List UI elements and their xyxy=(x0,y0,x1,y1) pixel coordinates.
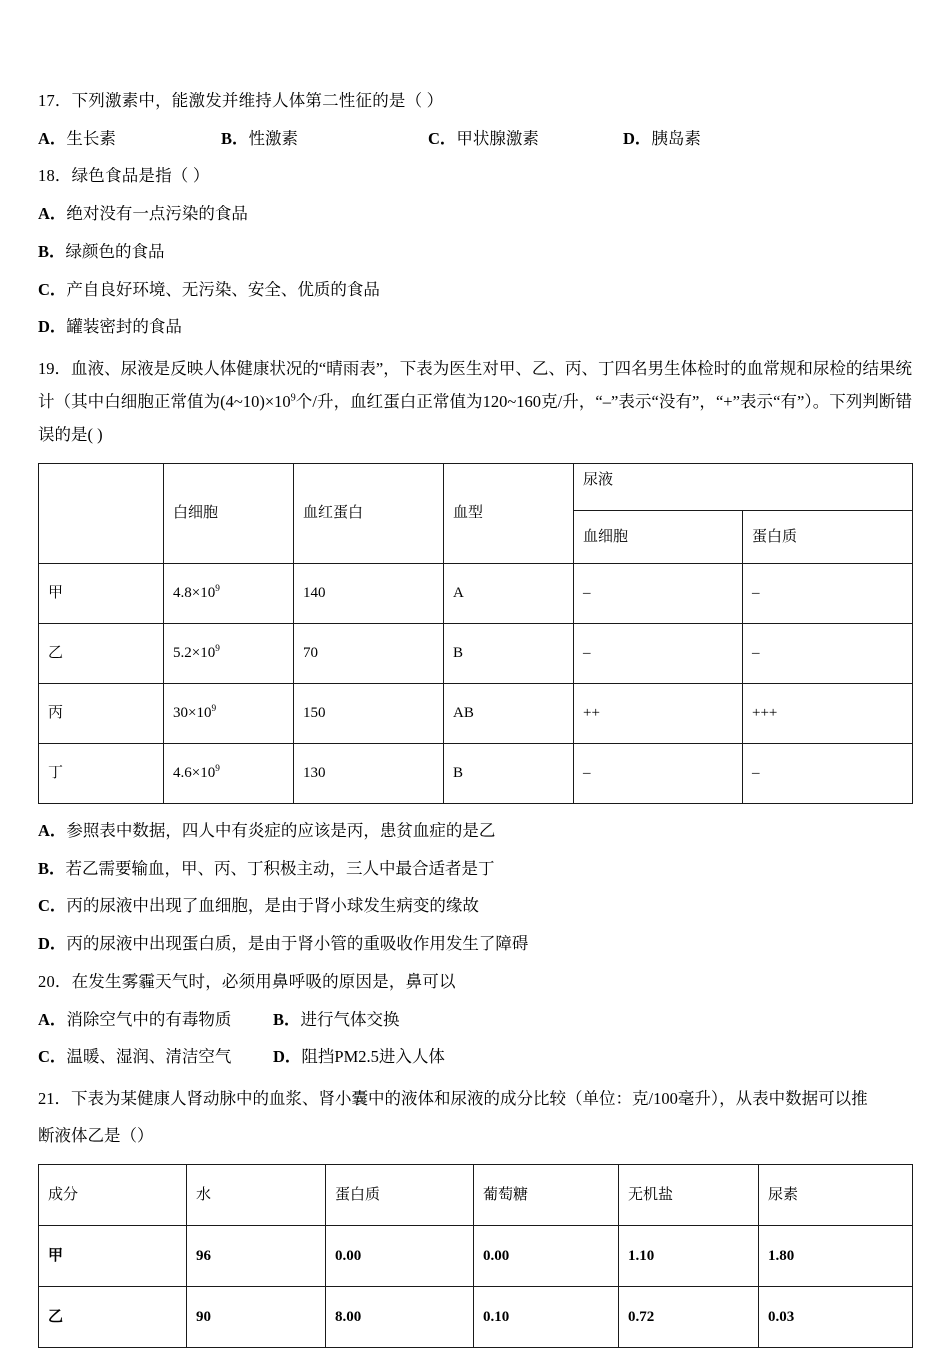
row-name: 甲 xyxy=(39,564,164,624)
option-text: 胰岛素 xyxy=(651,128,701,148)
composition-table xyxy=(38,1164,913,1348)
table-row xyxy=(39,564,913,624)
option-label: D． xyxy=(38,317,67,337)
cell-inorganic-salt: 1.10 xyxy=(619,1226,759,1287)
option-text: 罐装密封的食品 xyxy=(66,317,182,337)
option-text: 绿颜色的食品 xyxy=(65,241,165,261)
option-text: 消除空气中的有毒物质 xyxy=(66,1009,232,1029)
header-water: 水 xyxy=(187,1165,326,1226)
cell-water: 96 xyxy=(187,1226,326,1287)
question-19-option-d xyxy=(38,931,912,958)
header-white-blood-cells: 白细胞 xyxy=(164,464,294,564)
option-label: C． xyxy=(38,1047,67,1067)
question-17-options xyxy=(38,126,912,153)
stem-part-1: 19．血液、尿液是反映人体健康状况的“晴雨表”，下表为医生对甲、乙、丙、丁四名男生体检时的血常规和尿检的结果统计（其中白细胞正常值为(4 xyxy=(38,359,912,412)
option-label: A． xyxy=(38,128,67,148)
question-20-options-row-1 xyxy=(38,1007,912,1034)
row-name: 丙 xyxy=(39,684,164,744)
table-header-row xyxy=(39,1165,913,1226)
cell-white-blood-cells xyxy=(164,624,294,684)
option-text: 参照表中数据，四人中有炎症的应该是丙，患贫血症的是乙 xyxy=(66,821,496,841)
option-text: 生长素 xyxy=(66,128,116,148)
header-glucose: 葡萄糖 xyxy=(474,1165,619,1226)
question-19-option-a xyxy=(38,818,912,845)
stem-tilde-2: ~ xyxy=(507,392,517,412)
option-text: 绝对没有一点污染的食品 xyxy=(66,204,248,224)
question-20-stem: 20．在发生雾霾天气时，必须用鼻呼吸的原因是，鼻可以 xyxy=(38,971,456,991)
option-text: 温暖、湿润、清洁空气 xyxy=(66,1047,232,1067)
cell-glucose: 0.10 xyxy=(474,1287,619,1348)
option-label: B． xyxy=(38,241,66,261)
question-18-option-a xyxy=(38,201,912,228)
cell-white-blood-cells xyxy=(164,564,294,624)
header-hemoglobin: 血红蛋白 xyxy=(294,464,444,564)
question-19-option-b xyxy=(38,856,912,883)
option-label: D． xyxy=(623,128,652,148)
cell-blood-type: B xyxy=(444,744,574,804)
question-17-option-d xyxy=(623,126,701,153)
header-urine-group: 尿液 xyxy=(574,464,913,511)
row-name: 丁 xyxy=(39,744,164,804)
cell-urine-protein: – xyxy=(743,564,913,624)
option-label: C． xyxy=(428,128,457,148)
option-text: 阻挡PM2.5进入人体 xyxy=(301,1047,445,1067)
question-17-option-a xyxy=(38,126,221,153)
option-text: 丙的尿液中出现了血细胞，是由于肾小球发生病变的缘故 xyxy=(66,896,479,916)
cell-urine-blood-cells: ++ xyxy=(574,684,743,744)
stem-tilde: ~ xyxy=(233,392,243,412)
cell-protein: 0.00 xyxy=(326,1226,474,1287)
cell-water: 90 xyxy=(187,1287,326,1348)
cell-hemoglobin: 150 xyxy=(294,684,444,744)
table-row xyxy=(39,744,913,804)
cell-urine-blood-cells: – xyxy=(574,744,743,804)
cell-urea: 0.03 xyxy=(759,1287,913,1348)
blood-urine-table xyxy=(38,463,913,804)
option-label: C． xyxy=(38,279,67,299)
question-20-option-d xyxy=(273,1047,445,1066)
value-base: 5.2×10 xyxy=(173,645,216,662)
row-name: 乙 xyxy=(39,1287,187,1348)
value-exponent: 9 xyxy=(211,704,217,715)
question-20-options-row-2 xyxy=(38,1044,912,1071)
question-18-option-c xyxy=(38,277,912,304)
stem-part-2: 10)×10 xyxy=(242,392,291,412)
cell-blood-type: A xyxy=(444,564,574,624)
question-19-stem xyxy=(38,352,912,451)
cell-urine-protein: – xyxy=(743,624,913,684)
value-base: 4.8×10 xyxy=(173,585,216,602)
cell-glucose: 0.00 xyxy=(474,1226,619,1287)
option-label: A． xyxy=(38,1009,67,1029)
question-17-stem: 17．下列激素中，能激发并维持人体第二性征的是（ ） xyxy=(38,91,444,110)
table-row xyxy=(39,1226,913,1287)
header-inorganic-salt: 无机盐 xyxy=(619,1165,759,1226)
question-17-option-b xyxy=(221,126,428,153)
question-17-option-c xyxy=(428,126,623,153)
question-20-option-b xyxy=(273,1010,400,1029)
table-row xyxy=(39,1287,913,1348)
table-row xyxy=(39,684,913,744)
option-label: B． xyxy=(273,1009,301,1029)
stem-part-3: 个/升，血红蛋白正常值为120 xyxy=(295,392,508,412)
cell-urea: 1.80 xyxy=(759,1226,913,1287)
header-urea: 尿素 xyxy=(759,1165,913,1226)
header-corner xyxy=(39,464,164,564)
header-urine-blood-cells: 血细胞 xyxy=(574,511,743,564)
question-20-option-c xyxy=(38,1044,273,1071)
question-20-option-a xyxy=(38,1007,273,1034)
option-text: 性激素 xyxy=(248,128,299,148)
document-content xyxy=(38,88,912,1358)
cell-hemoglobin: 140 xyxy=(294,564,444,624)
stem-superscript-9: 9 xyxy=(290,392,296,404)
cell-urine-blood-cells: – xyxy=(574,624,743,684)
value-exponent: 9 xyxy=(215,764,220,775)
option-label: D． xyxy=(38,934,67,954)
question-21-stem-line-1: 21．下表为某健康人肾动脉中的血浆、肾小囊中的液体和尿液的成分比较（单位：克/100毫升），从表中数据可以推 xyxy=(38,1089,868,1109)
cell-white-blood-cells xyxy=(164,744,294,804)
option-text: 产自良好环境、无污染、安全、优质的食品 xyxy=(66,279,380,299)
row-name: 乙 xyxy=(39,624,164,684)
question-18-stem: 18．绿色食品是指（ ） xyxy=(38,166,210,186)
value-base: 30×10 xyxy=(173,705,212,722)
question-18-option-b xyxy=(38,239,912,266)
cell-white-blood-cells xyxy=(164,684,294,744)
option-text: 进行气体交换 xyxy=(300,1009,400,1029)
option-label: C． xyxy=(38,896,67,916)
value-base: 4.6×10 xyxy=(173,765,216,782)
header-urine-protein: 蛋白质 xyxy=(743,511,913,564)
value-exponent: 9 xyxy=(215,584,220,595)
option-text: 甲状腺激素 xyxy=(456,128,539,148)
header-component: 成分 xyxy=(39,1165,187,1226)
cell-protein: 8.00 xyxy=(326,1287,474,1348)
cell-inorganic-salt: 0.72 xyxy=(619,1287,759,1348)
option-label: B． xyxy=(221,128,249,148)
cell-urine-protein: – xyxy=(743,744,913,804)
table-row xyxy=(39,624,913,684)
option-text: 若乙需要输血，甲、丙、丁积极主动，三人中最合适者是丁 xyxy=(65,858,495,878)
cell-urine-blood-cells: – xyxy=(574,564,743,624)
cell-hemoglobin: 130 xyxy=(294,744,444,804)
table-header-row-top xyxy=(39,464,913,511)
option-label: A． xyxy=(38,821,67,841)
header-blood-type: 血型 xyxy=(444,464,574,564)
question-19-option-c xyxy=(38,893,912,920)
question-21-stem-line-2: 断液体乙是（） xyxy=(38,1126,154,1146)
cell-blood-type: AB xyxy=(444,684,574,744)
value-exponent: 9 xyxy=(215,644,220,655)
row-name: 甲 xyxy=(39,1226,187,1287)
option-label: B． xyxy=(38,858,66,878)
cell-blood-type: B xyxy=(444,624,574,684)
header-protein: 蛋白质 xyxy=(326,1165,474,1226)
option-text: 丙的尿液中出现蛋白质，是由于肾小管的重吸收作用发生了障碍 xyxy=(66,934,529,954)
cell-hemoglobin: 70 xyxy=(294,624,444,684)
option-label: A． xyxy=(38,204,67,224)
cell-urine-protein: +++ xyxy=(743,684,913,744)
question-18-option-d xyxy=(38,314,912,341)
stem-part-4: 160克/升，“–”表示“没有”，“+”表示“有”）。下列判断错误的是( ) xyxy=(38,392,912,445)
option-label: D． xyxy=(273,1047,302,1067)
